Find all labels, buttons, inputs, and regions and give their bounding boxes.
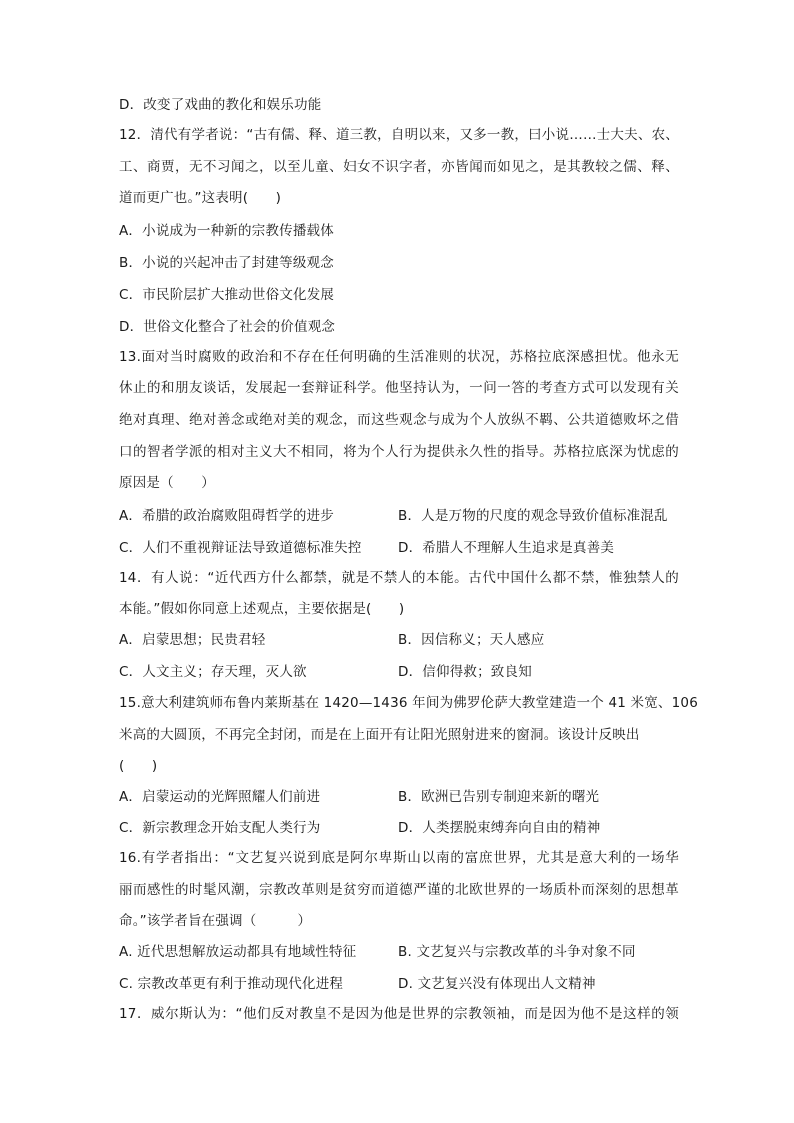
q15-options-ab bbox=[119, 787, 679, 807]
q16-option-a: A. 近代思想解放运动都具有地域性特征 bbox=[119, 944, 357, 960]
q15-option-b: B．欧洲已告别专制迎来新的曙光 bbox=[398, 789, 600, 805]
q12-option-b: B．小说的兴起冲击了封建等级观念 bbox=[119, 255, 334, 271]
q16-options-cd bbox=[119, 974, 679, 994]
q14-option-d: D．信仰得救；致良知 bbox=[398, 664, 532, 680]
q12-stem-line-2: 工、商贾，无不习闻之，以至儿童、妇女不识字者，亦皆闻而如见之，是其教较之儒、释、 bbox=[119, 159, 679, 175]
q15-option-a: A．启蒙运动的光辉照耀人们前进 bbox=[119, 789, 321, 805]
q16-option-c: C. 宗教改革更有利于推动现代化进程 bbox=[119, 976, 344, 992]
q13-option-c: C．人们不重视辩证法导致道德标准失控 bbox=[119, 540, 362, 556]
q15-option-c: C．新宗教理念开始支配人类行为 bbox=[119, 820, 321, 836]
q12-option-c: C．市民阶层扩大推动世俗文化发展 bbox=[119, 287, 335, 303]
q16-stem-line-2: 丽而感性的时髦风潮，宗教改革则是贫穷而道德严谨的北欧世界的一场质朴而深刻的思想革 bbox=[119, 882, 679, 898]
q16-stem-line-3: 命。”该学者旨在强调（ ） bbox=[119, 913, 312, 929]
q13-stem-line-5: 原因是（ ） bbox=[119, 475, 215, 491]
q14-stem-line-1: 14．有人说：“近代西方什么都禁，就是不禁人的本能。古代中国什么都不禁，惟独禁人的 bbox=[119, 570, 679, 586]
q13-stem-line-3: 绝对真理、绝对善念或绝对美的观念，而这些观念与成为个人放纵不羁、公共道德败坏之借 bbox=[119, 412, 679, 428]
q16-stem-line-1: 16.有学者指出：“文艺复兴说到底是阿尔卑斯山以南的富庶世界，尤其是意大利的一场华 bbox=[119, 850, 679, 866]
q15-stem-line-3: ( ) bbox=[119, 758, 158, 774]
q12-option-a: A．小说成为一种新的宗教传播载体 bbox=[119, 223, 334, 239]
q13-option-a: A．希腊的政治腐败阻碍哲学的进步 bbox=[119, 508, 334, 524]
q13-stem-line-4: 口的智者学派的相对主义大不相同，将为个人行为提供永久性的指导。苏格拉底深为忧虑的 bbox=[119, 444, 679, 460]
q17-stem-line-1: 17．威尔斯认为：“他们反对教皇不是因为他是世界的宗教领袖，而是因为他不是这样的领 bbox=[119, 1006, 679, 1022]
q13-options-ab bbox=[119, 506, 679, 526]
q15-stem-line-1: 15.意大利建筑师布鲁内莱斯基在 1420—1436 年间为佛罗伦萨大教堂建造一个 41 米宽、106 bbox=[119, 695, 698, 711]
q15-options-cd bbox=[119, 818, 679, 838]
q13-option-d: D．希腊人不理解人生追求是真善美 bbox=[398, 540, 615, 556]
q13-options-cd bbox=[119, 538, 679, 558]
q14-option-b: B．因信称义；天人感应 bbox=[398, 632, 545, 648]
q12-stem-line-1: 12．清代有学者说：“古有儒、释、道三教，自明以来，又多一教，曰小说……士大夫、农、 bbox=[119, 127, 679, 143]
q14-option-a: A．启蒙思想；民贵君轻 bbox=[119, 632, 266, 648]
q15-stem-line-2: 米高的大圆顶，不再完全封闭，而是在上面开有让阳光照射进来的窗洞。该设计反映出 bbox=[119, 727, 640, 743]
q14-option-c: C．人文主义；存天理，灭人欲 bbox=[119, 664, 307, 680]
q12-option-d: D．世俗文化整合了社会的价值观念 bbox=[119, 319, 336, 335]
q16-option-d: D. 文艺复兴没有体现出人文精神 bbox=[398, 976, 596, 992]
q14-options-cd bbox=[119, 662, 679, 682]
q13-stem-line-2: 休止的和朋友谈话，发展起一套辩证科学。他坚持认为，一问一答的考查方式可以发现有关 bbox=[119, 380, 679, 396]
q16-option-b: B. 文艺复兴与宗教改革的斗争对象不同 bbox=[398, 944, 636, 960]
q12-stem-line-3: 道而更广也。”这表明( ) bbox=[119, 190, 282, 206]
q14-stem-line-2: 本能。”假如你同意上述观点，主要依据是( ) bbox=[119, 601, 405, 617]
q15-option-d: D．人类摆脱束缚奔向自由的精神 bbox=[398, 820, 601, 836]
q11-option-d: D．改变了戏曲的教化和娱乐功能 bbox=[119, 97, 322, 113]
q13-stem-line-1: 13.面对当时腐败的政治和不存在任何明确的生活准则的状况，苏格拉底深感担忧。他永无 bbox=[119, 349, 679, 365]
q14-options-ab bbox=[119, 630, 679, 650]
q13-option-b: B．人是万物的尺度的观念导致价值标准混乱 bbox=[398, 508, 668, 524]
q16-options-ab bbox=[119, 942, 679, 962]
